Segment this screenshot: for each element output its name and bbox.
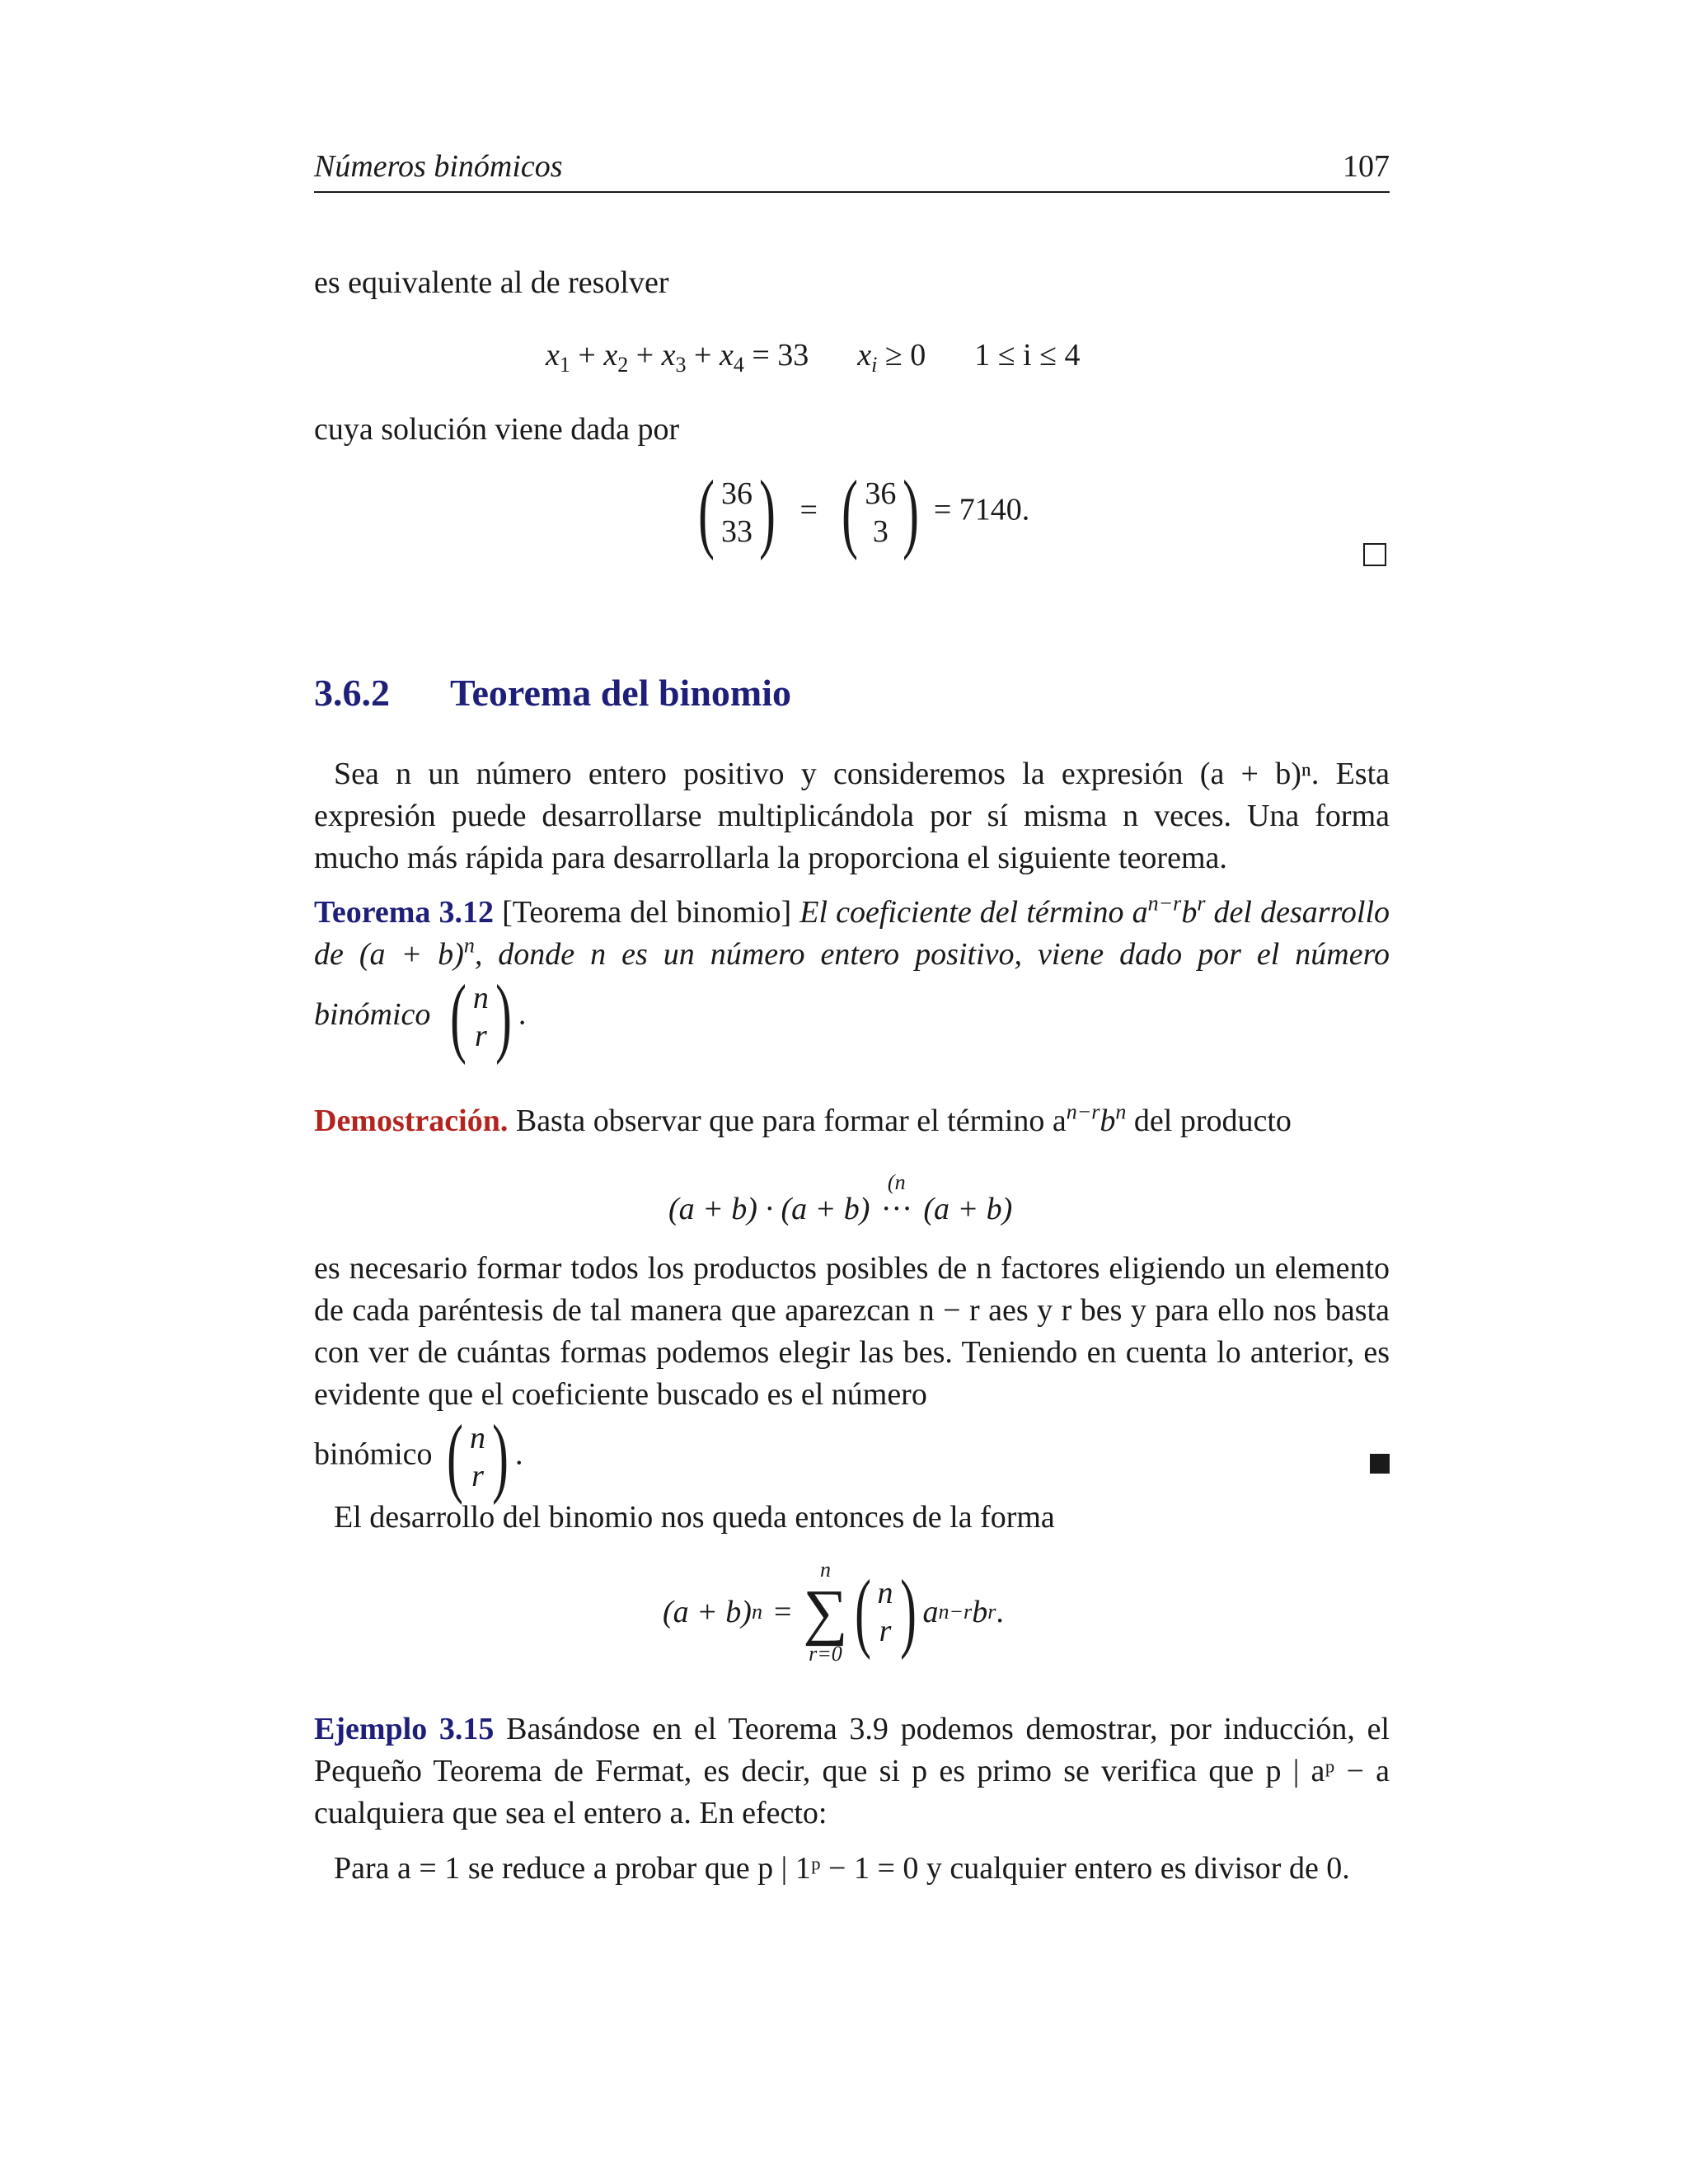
header-title: Números binómicos: [314, 149, 563, 184]
paragraph-intro: Sea n un número entero positivo y consideremos la expresión (a + b)ⁿ. Esta expresión puede desarrollarse multiplicándola por sí misma n veces. Una forma mucho más rápida para desarrollarla la proporciona el siguiente teorema.: [314, 757, 1390, 875]
intro-line-1: es equivalente al de resolver: [314, 265, 669, 300]
equation-binomial-expansion: (a + b) n = n ∑ r=0 ( n r ) a n−r b r .: [663, 1558, 1004, 1666]
section-number: 3.6.2: [314, 672, 390, 714]
section-heading: [314, 672, 791, 714]
end-of-proof-square: [1370, 1454, 1390, 1474]
page-number: 107: [1343, 149, 1390, 184]
proof-intro: Demostración. Basta observar que para formar el término $a^{n-r}b^n$ del producto: [314, 1099, 1292, 1138]
proof-body: es necesario formar todos los productos posibles de n factores eligiendo un elemento de cada paréntesis de tal manera que aparezcan n − r aes y r bes y para ello nos basta con ver de cuántas formas podemos elegir las bes. Teniendo en cuenta lo anterior, es evidente que el coeficiente buscado es el número: [314, 1251, 1390, 1412]
equation-product: (a + b) · (a + b) (n ··· (a + b): [668, 1170, 1013, 1226]
proof-conclusion: binómico ( n r ) .: [314, 1408, 523, 1506]
example-label: Ejemplo 3.15: [314, 1712, 495, 1746]
theorem-block: Teorema 3.12 [Teorema del binomio] El coeficiente del término $a^{n-r}b^r$ del desarrollo de $(a + b)^n$, donde n es un número entero positivo, viene dado por el número binómico ( n r ) .: [314, 891, 1390, 1066]
section-title: Teorema del binomio: [450, 672, 792, 714]
example-block: Ejemplo 3.15 Basándose en el Teorema 3.9 podemos demostrar, por inducción, el Pequeño Teorema de Fermat, es decir, que si p es primo se verifica que p | aᵖ − a cualquiera que sea el entero a. En efecto:: [314, 1712, 1390, 1830]
end-of-example-box: [1363, 543, 1386, 566]
running-header: [314, 149, 1390, 193]
final-paragraph: Para a = 1 se reduce a probar que p | 1ᵖ − 1 = 0 y cualquier entero es divisor de 0.: [334, 1851, 1350, 1886]
equation-sum: $x_1 + x_2 + x_3 + x_4 = 33$ $x_i \ge 0$ 1 ≤ i ≤ 4: [546, 338, 1081, 377]
proof-label: Demostración.: [314, 1104, 509, 1138]
theorem-name: [Teorema del binomio]: [502, 895, 792, 930]
theorem-label: Teorema 3.12: [314, 895, 495, 930]
intro-line-2: cuya solución viene dada por: [314, 412, 680, 447]
expansion-intro: El desarrollo del binomio nos queda entonces de la forma: [334, 1500, 1055, 1535]
document-page: [314, 0, 1390, 2184]
equation-binomial-value: ( 36 33 ) = ( 36 3 ) = 7140.: [698, 463, 1030, 561]
